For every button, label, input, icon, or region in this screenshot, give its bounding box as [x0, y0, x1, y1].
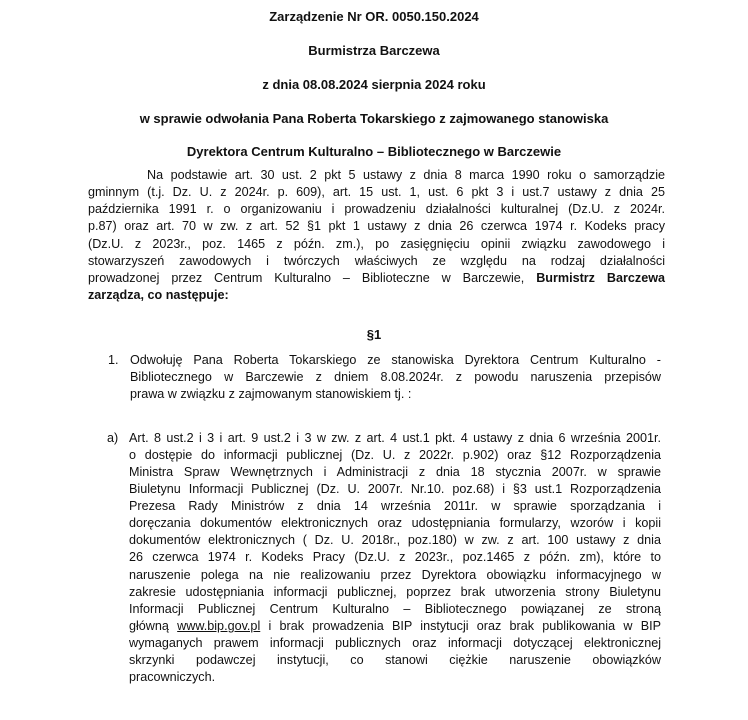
preamble-line: p.87) oraz art. 70 w zw. z art. 52 §1 pkt 1 ustawy z dnia 26 czerwca 1974 r. Kodeks pracy: [88, 219, 665, 233]
item-letter: a): [107, 431, 119, 445]
item-line: prawa w związku z zajmowanym stanowiskiem tj. :: [130, 387, 412, 401]
item-line: Ministra Spraw Wewnętrznych i Administracji z dnia 18 stycznia 2007r. w sprawie: [129, 465, 661, 479]
item-line: Prezesa Rady Ministrów z dnia 14 września 2011r. w sprawie sporządzania i: [129, 499, 661, 513]
preamble-line: października 1991 r. o organizowaniu i prowadzeniu działalności kulturalnej (Dz.U. z 2024r.: [88, 202, 665, 216]
document-title: Zarządzenie Nr OR. 0050.150.2024: [269, 9, 479, 24]
item-line: Odwołuję Pana Roberta Tokarskiego ze stanowiska Dyrektora Centrum Kulturalno -: [130, 353, 661, 367]
enacting-clause: zarządza, co następuje:: [88, 288, 229, 302]
bip-link[interactable]: www.bip.gov.pl: [177, 619, 261, 633]
preamble-line: stowarzyszeń zawodowych i twórczych właściwych ze względu na rodzaj działalności: [88, 254, 665, 268]
subject-line-2: Dyrektora Centrum Kulturalno – Bibliotecznego w Barczewie: [186, 144, 562, 159]
item-line: dokumentów elektronicznych ( Dz. U. 2018r., poz.180) w zw. z art. 100 ustawy z dnia: [129, 533, 661, 547]
item-line: 26 czerwca 1974 r. Kodeks Pracy (Dz.U. z 2023r., poz.1465 z późn. zm), które to: [129, 550, 661, 564]
issuer-bold: Burmistrz Barczewa: [536, 271, 666, 285]
document-date: z dnia 08.08.2024 sierpnia 2024 roku: [262, 77, 486, 92]
item-number: 1.: [108, 353, 119, 367]
item-line: naruszenie polega na nie realizowaniu przez Dyrektora obowiązku informacyjnego w: [129, 568, 661, 582]
item-line: Bibliotecznego w Barczewie z dniem 8.08.2024r. z powodu naruszenia przepisów: [130, 370, 661, 384]
preamble-line: (Dz.U. z 2023r., poz. 1465 z późn. zm.), po zasięgnięciu opinii związku zawodowego i: [88, 237, 665, 251]
item-line: zakresie udostępniania informacji publicznej, poprzez brak utworzenia strony Biuletynu: [129, 585, 661, 599]
item-line: główną www.bip.gov.pl i brak prowadzenia BIP instytucji oraz brak publikowania w BIP: [129, 619, 662, 633]
item-line: pracowniczych.: [129, 670, 216, 684]
item-line: doręczania dokumentów elektronicznych oraz udostępniania formularzy, wzorów i kopii: [129, 516, 661, 530]
section-heading: §1: [366, 327, 382, 342]
preamble-line: Na podstawie art. 30 ust. 2 pkt 5 ustawy z dnia 8 marca 1990 roku o samorządzie: [147, 168, 665, 182]
item-line: skrzynki podawczej instytucji, co stanowi ciężkie naruszenie obowiązków: [129, 653, 661, 667]
item-line: Biuletynu Informacji Publicznej (Dz. U. 2007r. Nr.10. poz.68) i §3 ust.1 Rozporządzenia: [129, 482, 661, 496]
item-line: o dostępie do informacji publicznej (Dz. U. z 2022r. p.902) oraz §12 Rozporządzenia: [129, 448, 661, 462]
item-line: Informacji Publicznej Centrum Kulturalno – Bibliotecznego powiązanej ze stroną: [129, 602, 661, 616]
preamble-line: prowadzonej przez Centrum Kulturalno – Biblioteczne w Barczewie, Burmistrz Barczewa: [88, 271, 666, 285]
item-line: Art. 8 ust.2 i 3 i art. 9 ust.2 i 3 w zw. z art. 4 ust.1 pkt. 4 ustawy z dnia 6 września 2001r.: [129, 431, 661, 445]
preamble-line: gminnym (t.j. Dz. U. z 2024r. p. 609), art. 15 ust. 1, ust. 6 pkt 3 i ust.7 ustawy z dnia 25: [88, 185, 665, 199]
issuer: Burmistrza Barczewa: [308, 43, 440, 58]
subject-line-1: w sprawie odwołania Pana Roberta Tokarskiego z zajmowanego stanowiska: [139, 111, 609, 126]
item-line: wymaganych prawem informacji publicznych oraz informacji dotyczącej elektronicznej: [129, 636, 661, 650]
